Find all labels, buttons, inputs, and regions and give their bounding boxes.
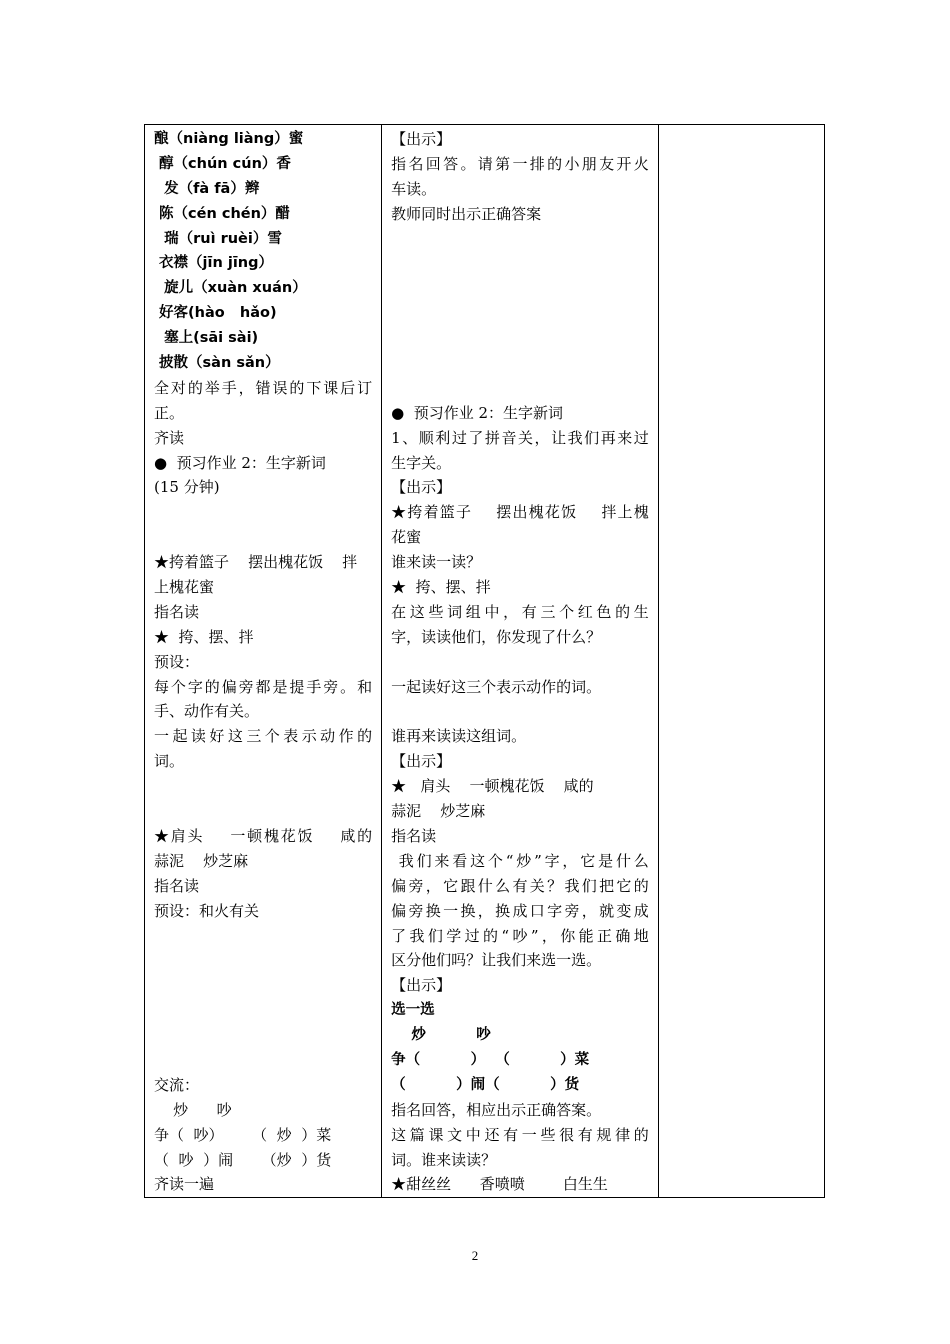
student-text-line: 发（fà fā）辫: [154, 180, 260, 197]
student-text-line: 炒 吵: [154, 1100, 232, 1119]
student-text-line: （ 吵 ）闹 （炒 ）货: [154, 1150, 332, 1169]
student-text-line: [154, 924, 372, 949]
student-text-line: 酿（niàng liàng）蜜: [154, 131, 304, 147]
student-text-line: 正。: [154, 403, 185, 422]
page-number: 2: [471, 1248, 479, 1263]
student-text-line: 一起读好这三个表示动作的: [154, 727, 373, 746]
teacher-text-line: 花蜜: [391, 528, 422, 547]
teacher-text-line: 生字关。: [391, 453, 452, 472]
student-text-line: 争（ 吵） （ 炒 ）菜: [154, 1125, 332, 1144]
student-text-line: 披散（sàn sǎn）: [154, 355, 280, 372]
teacher-text-line: 字，读读他们，你发现了什么？: [391, 627, 602, 646]
student-text-line: 上槐花蜜: [154, 578, 215, 597]
student-text-line: 好客(hào hǎo): [154, 305, 277, 322]
teacher-text-line: 了我们学过的“吵”，你能正确地: [391, 926, 649, 945]
teacher-text-line: ● 预习作业 2：生字新词: [391, 403, 564, 422]
teacher-text-line: 选一选: [391, 1002, 435, 1019]
student-text-line: [154, 799, 372, 824]
student-text-line: ● 预习作业 2：生字新词: [154, 453, 326, 472]
teacher-text-line: [391, 301, 649, 326]
student-text-line: 词。: [154, 752, 185, 771]
teacher-text-line: [391, 276, 649, 301]
student-text-line: ★肩头 一顿槐花饭 咸的: [154, 826, 373, 845]
student-text-line: 指名读: [154, 876, 200, 895]
teacher-activity-column: [382, 125, 659, 1198]
teacher-text-line: ★甜丝丝 香喷喷 白生生: [391, 1175, 608, 1194]
lesson-plan-table: [144, 124, 825, 1198]
teacher-text-line: 指名回答。请第一排的小朋友开火: [391, 154, 649, 173]
teacher-text-line: 指名读: [391, 826, 437, 845]
teacher-text-line: [391, 326, 649, 351]
student-text-line: [154, 998, 372, 1023]
student-text-line: 齐读: [154, 428, 185, 447]
student-text-line: 每个字的偏旁都是提手旁。和: [154, 677, 373, 696]
student-text-line: [154, 1023, 372, 1048]
student-text-line: (15 分钟): [154, 478, 220, 497]
student-text-line: 交流：: [154, 1075, 200, 1094]
teacher-text-line: 在这些词组中，有三个红色的生: [391, 602, 649, 621]
teacher-text-line: 蒜泥 炒芝麻: [391, 802, 486, 821]
student-text-line: 塞上(sāi sài): [154, 330, 259, 347]
teacher-text-line: 一起读好这三个表示动作的词。: [391, 677, 602, 696]
student-text-line: 衣襟（jīn jīng）: [154, 255, 274, 272]
teacher-text-line: [391, 650, 649, 675]
teacher-text-line: 车读。: [391, 179, 437, 198]
student-text-line: 指名读: [154, 602, 200, 621]
student-text-line: 齐读一遍: [154, 1175, 215, 1194]
student-text-line: 醇（chún cún）香: [154, 155, 291, 172]
teacher-text-line: 【出示】: [391, 976, 452, 995]
teacher-text-line: ★ 挎、摆、拌: [391, 578, 491, 597]
student-text-line: 全对的举手，错误的下课后订: [154, 378, 373, 397]
student-text-line: 陈（cén chén）醋: [154, 205, 290, 222]
student-text-line: 预设：: [154, 652, 200, 671]
student-text-line: ★ 挎、摆、拌: [154, 627, 254, 646]
teacher-text-line: ★挎着篮子 摆出槐花饭 拌上槐: [391, 503, 649, 522]
teacher-text-line: 词。谁来读读？: [391, 1150, 497, 1169]
teacher-text-line: 指名回答，相应出示正确答案。: [391, 1100, 602, 1119]
teacher-text-line: 谁再来读读这组词。: [391, 727, 527, 746]
student-text-line: [154, 774, 372, 799]
student-text-line: [154, 973, 372, 998]
teacher-text-line: 1、顺利过了拼音关，让我们再来过: [391, 428, 649, 447]
teacher-text-line: 炒 吵: [391, 1027, 491, 1044]
student-text-line: [154, 948, 372, 973]
student-text-line: 蒜泥 炒芝麻: [154, 851, 249, 870]
student-activity-column: [145, 125, 382, 1198]
teacher-text-line: （ ）闹（ ）货: [391, 1076, 580, 1093]
teacher-text-line: [391, 251, 649, 276]
teacher-text-line: 【出示】: [391, 752, 452, 771]
teacher-text-line: 教师同时出示正确答案: [391, 204, 542, 223]
teacher-text-line: [391, 227, 649, 252]
student-text-line: [154, 1048, 372, 1073]
teacher-text-line: 区分他们吗？让我们来选一选。: [391, 951, 602, 970]
student-text-line: 旋儿（xuàn xuán）: [154, 280, 307, 297]
student-text-line: 手、动作有关。: [154, 702, 260, 721]
teacher-text-line: [391, 376, 649, 401]
teacher-text-line: [391, 351, 649, 376]
student-text-line: 预设：和火有关: [154, 901, 260, 920]
teacher-text-line: 谁来读一读？: [391, 553, 482, 572]
teacher-text-line: 我们来看这个“炒”字，它是什么: [391, 851, 649, 870]
table-row: [145, 125, 825, 1198]
teacher-text-line: 偏旁换一换，换成口字旁，就变成: [391, 901, 649, 920]
student-text-line: [154, 525, 372, 550]
student-text-line: 瑞（ruì ruèi）雪: [154, 230, 282, 247]
teacher-text-line: 【出示】: [391, 130, 452, 148]
teacher-text-line: 偏旁，它跟什么有关？我们把它的: [391, 876, 649, 895]
teacher-text-line: 争（ ） （ ）菜: [391, 1051, 590, 1068]
teacher-text-line: 【出示】: [391, 478, 452, 497]
student-text-line: [154, 500, 372, 525]
teacher-text-line: ★ 肩头 一顿槐花饭 咸的: [391, 777, 594, 796]
notes-column: [658, 125, 824, 1198]
teacher-text-line: 这篇课文中还有一些很有规律的: [391, 1125, 649, 1144]
student-text-line: ★挎着篮子 摆出槐花饭 拌: [154, 553, 358, 572]
teacher-text-line: [391, 699, 649, 724]
